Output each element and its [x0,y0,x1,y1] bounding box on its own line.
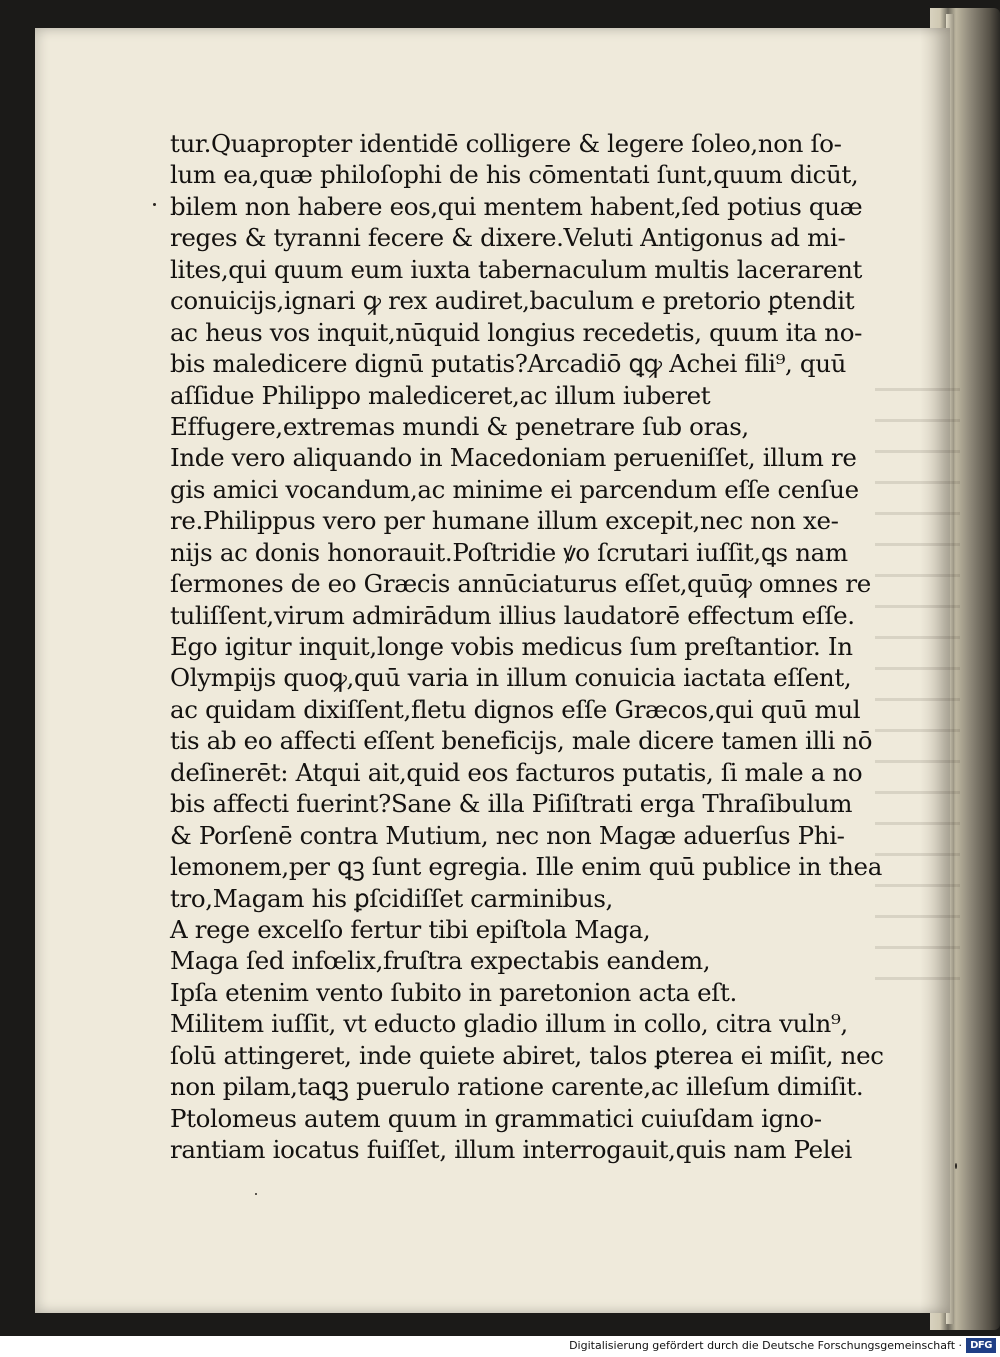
text-line: Olympijs quoꝙ,quū varia in illum conuicia iactata eſſent, [170,663,852,693]
text-line: deſinerēt: Atqui ait,quid eos facturos putatis, ſi male a no [170,757,863,787]
text-line: non pilam,taꝗꝫ puerulo ratione carente,ac illeſum dimiſit. [170,1072,864,1102]
text-line: Militem iuſſit, vt educto gladio illum in collo, citra vuln⁹, [170,1009,848,1039]
text-line: ac heus vos inquit,nūquid longius recedetis, quum ita no- [170,317,863,347]
text-line: rantiam iocatus fuiſſet, illum interrogauit,quis nam Pelei [170,1135,852,1164]
body-text [170,128,945,1165]
text-line: re.Philippus vero per humane illum excepit,nec non xe- [170,506,839,536]
digitization-credit: Digitalisierung gefördert durch die Deutsche Forschungsgemeinschaft · [569,1339,962,1352]
text-line: tis ab eo affecti eſſent beneficijs, male dicere tamen illi nō [170,726,873,756]
verse-line: Maga ſed infœlix,fruſtra expectabis eandem, [170,946,711,976]
text-line: ſolū attingeret, inde quiete abiret, talos ꝑterea ei miſit, nec [170,1040,884,1070]
verse-line: A rege excelſo fertur tibi epiſtola Maga, [170,914,651,944]
text-line: conuicijs,ignari ꝙ rex audiret,baculum e pretorio ꝑtendit [170,286,855,316]
ink-speck [153,203,156,206]
ink-speck [955,1163,957,1169]
text-line: & Porſenē contra Mutium, nec non Magæ aduerſus Phi- [170,820,845,850]
text-line: tur.Quapropter identidē colligere & legere ſoleo,non ſo- [170,129,842,158]
book-page [35,28,950,1313]
text-line: lemonem,per ꝗꝫ ſunt egregia. Ille enim quū publice in thea [170,852,882,882]
text-line: reges & tyranni fecere & dixere.Veluti Antigonus ad mi- [170,223,846,253]
text-line: gis amici vocandum,ac minime ei parcendum eſſe cenſue [170,474,859,504]
text-line: Effugere,extremas mundi & penetrare ſub oras, [170,411,749,441]
verse-line: Ipſa etenim vento ſubito in paretonion acta eſt. [170,977,737,1007]
text-line: Ego igitur inquit,longe vobis medicus ſum preſtantior. In [170,632,853,661]
text-line: tuliſſent,virum admirādum illius laudatorē effectum eſſe. [170,600,855,630]
text-line: bis maledicere dignū putatis?Arcadiō ꝗꝙ Achei fili⁹, quū [170,349,847,379]
text-line: ac quidam dixiſſent,fletu dignos eſſe Græcos,qui quū mul [170,694,861,724]
text-line: tro,Magam his ꝑſcidiſſet carminibus, [170,883,613,913]
text-line: nijs ac donis honorauit.Poſtridie ꝟo ſcrutari iuſſit,ꝗs nam [170,537,848,567]
text-line: bis affecti fuerint?Sane & illa Piſiſtrati erga Thraſibulum [170,789,853,819]
text-line: lum ea,quæ philoſophi de his cōmentati ſunt,quum dicūt, [170,160,859,190]
dfg-logo: DFG [966,1338,996,1353]
text-line: aſſidue Philippo malediceret,ac illum iuberet [170,380,711,410]
text-line: Ptolomeus autem quum in grammatici cuiuſdam igno- [170,1103,822,1133]
ink-speck [255,1193,257,1195]
text-line: Inde vero aliquando in Macedoniam perueniſſet, illum re [170,443,857,473]
text-line: bilem non habere eos,qui mentem habent,ſed potius quæ [170,191,863,221]
text-line: lites,qui quum eum iuxta tabernaculum multis lacerarent [170,254,863,284]
text-line: ſermones de eo Græcis annūciaturus eſſet,quūꝙ omnes re [170,569,871,599]
